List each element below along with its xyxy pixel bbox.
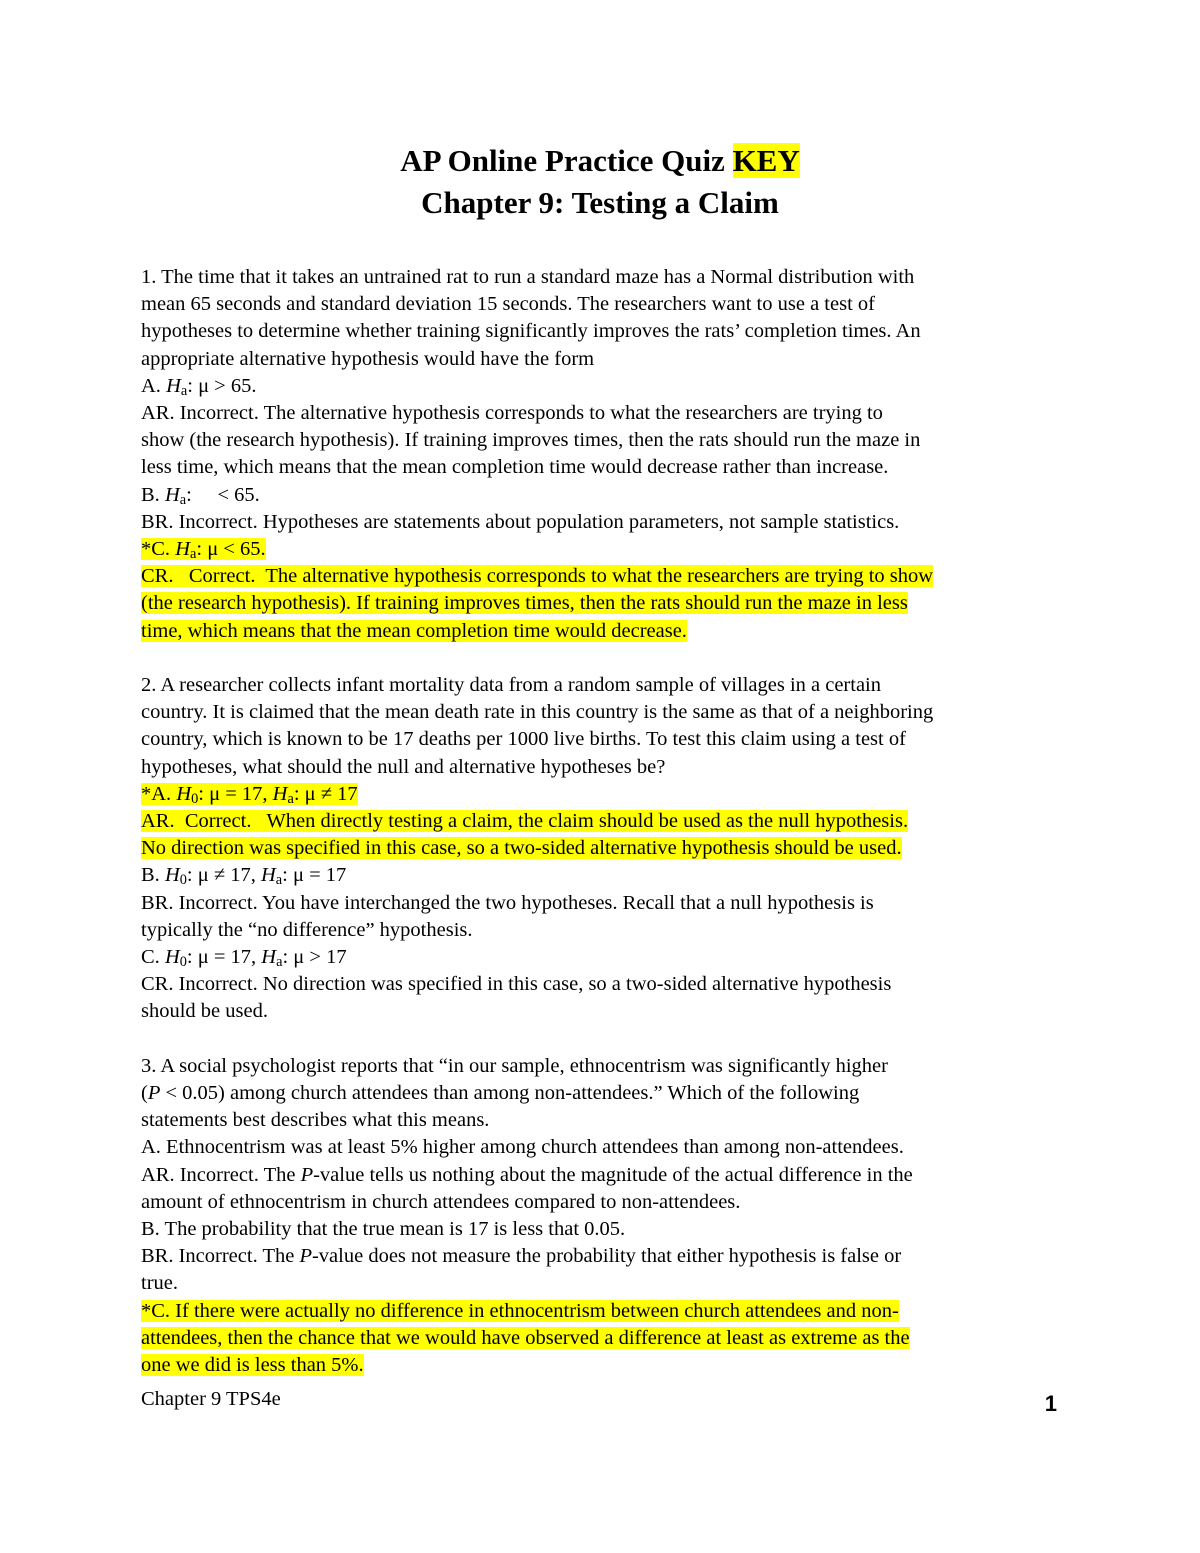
question-2-rationale-c: CR. Incorrect. No direction was specified in this case, so a two-sided alternative hypothesis	[141, 973, 892, 996]
key-highlight: KEY	[732, 143, 800, 178]
page-title: AP Online Practice Quiz KEY	[400, 143, 800, 178]
quiz-body	[141, 264, 1066, 1379]
question-1-rationale-a: AR. Incorrect. The alternative hypothesis corresponds to what the researchers are trying to	[141, 402, 883, 425]
question-3-stem-line: statements best describes what this means.	[141, 1109, 490, 1132]
question-1-stem-line: appropriate alternative hypothesis would have the form	[141, 347, 595, 370]
question-3-rationale-b: BR. Incorrect. The P-value does not measure the probability that either hypothesis is false or	[141, 1245, 902, 1268]
question-3-option-c: *C. If there were actually no difference in ethnocentrism between church attendees and non-	[141, 1299, 899, 1322]
question-1-stem-line: hypotheses to determine whether training significantly improves the rats’ completion times. An	[141, 320, 921, 343]
question-3-stem-line: 3. A social psychologist reports that “in our sample, ethnocentrism was significantly higher	[141, 1054, 888, 1077]
footer-text: Chapter 9 TPS4e	[141, 1388, 281, 1410]
question-1-stem-line: mean 65 seconds and standard deviation 15 seconds. The researchers want to use a test of	[141, 293, 875, 316]
question-3-rationale-b: true.	[141, 1272, 178, 1295]
question-1-rationale-a: show (the research hypothesis). If training improves times, then the rats should run the maze in	[141, 429, 921, 452]
question-2-stem-line: country. It is claimed that the mean death rate in this country is the same as that of a neighboring	[141, 701, 934, 724]
question-1-option-b: B. $H_a$: < 65.	[141, 483, 260, 508]
question-2-stem-line: hypotheses, what should the null and alternative hypotheses be?	[141, 755, 666, 778]
question-1-rationale-c: (the research hypothesis). If training improves times, then the rats should run the maze in less	[141, 592, 908, 615]
question-1-rationale-c: CR. Correct. The alternative hypothesis corresponds to what the researchers are trying to show	[141, 565, 934, 588]
question-2-rationale-b: BR. Incorrect. You have interchanged the two hypotheses. Recall that a null hypothesis is	[141, 891, 874, 914]
question-1-rationale-c: time, which means that the mean completion time would decrease.	[141, 619, 687, 642]
question-3-rationale-a: amount of ethnocentrism in church attendees compared to non-attendees.	[141, 1190, 741, 1213]
question-2-rationale-c: should be used.	[141, 1000, 268, 1023]
question-1-rationale-b: BR. Incorrect. Hypotheses are statements about population parameters, not sample statistics.	[141, 510, 900, 533]
question-3-option-c: one we did is less than 5%.	[141, 1354, 364, 1377]
question-3-stem-line: (P < 0.05) among church attendees than among non-attendees.” Which of the following	[141, 1082, 860, 1105]
question-2-rationale-a: AR. Correct. When directly testing a claim, the claim should be used as the null hypothesis.	[141, 810, 909, 833]
question-1-option-a: A. $H_a$: μ > 65.	[141, 374, 257, 399]
question-1-option-c: *C. $H_a$: μ < 65.	[141, 538, 266, 563]
question-3-option-b: B. The probability that the true mean is 17 is less that 0.05.	[141, 1218, 626, 1241]
title-block	[0, 140, 1200, 224]
spacer	[141, 1026, 1066, 1053]
question-2	[141, 672, 1066, 1026]
question-2-option-b: B. $H_0$: μ ≠ 17, $H_a$: μ = 17	[141, 864, 347, 889]
question-1-stem-line: 1. The time that it takes an untrained rat to run a standard maze has a Normal distribution with	[141, 266, 915, 288]
spacer	[141, 645, 1066, 672]
question-3	[141, 1053, 1066, 1379]
question-2-rationale-b: typically the “no difference” hypothesis.	[141, 918, 473, 941]
question-2-option-c: C. $H_0$: μ = 17, $H_a$: μ > 17	[141, 946, 347, 971]
question-3-option-a: A. Ethnocentrism was at least 5% higher among church attendees than among non-attendees.	[141, 1136, 904, 1159]
question-2-stem-line: country, which is known to be 17 deaths per 1000 live births. To test this claim using a test of	[141, 728, 906, 751]
question-3-rationale-a: AR. Incorrect. The P-value tells us nothing about the magnitude of the actual difference in the	[141, 1163, 913, 1186]
question-1-rationale-a: less time, which means that the mean completion time would decrease rather than increase.	[141, 456, 889, 479]
question-1	[141, 264, 1066, 645]
question-2-option-a: *A. $H_0$: μ = 17, $H_a$: μ ≠ 17	[141, 782, 358, 807]
question-2-stem-line: 2. A researcher collects infant mortality data from a random sample of villages in a certain	[141, 674, 882, 697]
page-number: 1	[1044, 1391, 1057, 1416]
question-2-rationale-a: No direction was specified in this case, so a two-sided alternative hypothesis should be used.	[141, 837, 902, 860]
question-3-option-c: attendees, then the chance that we would have observed a difference at least as extreme as the	[141, 1326, 910, 1349]
page-subtitle: Chapter 9: Testing a Claim	[421, 185, 779, 220]
